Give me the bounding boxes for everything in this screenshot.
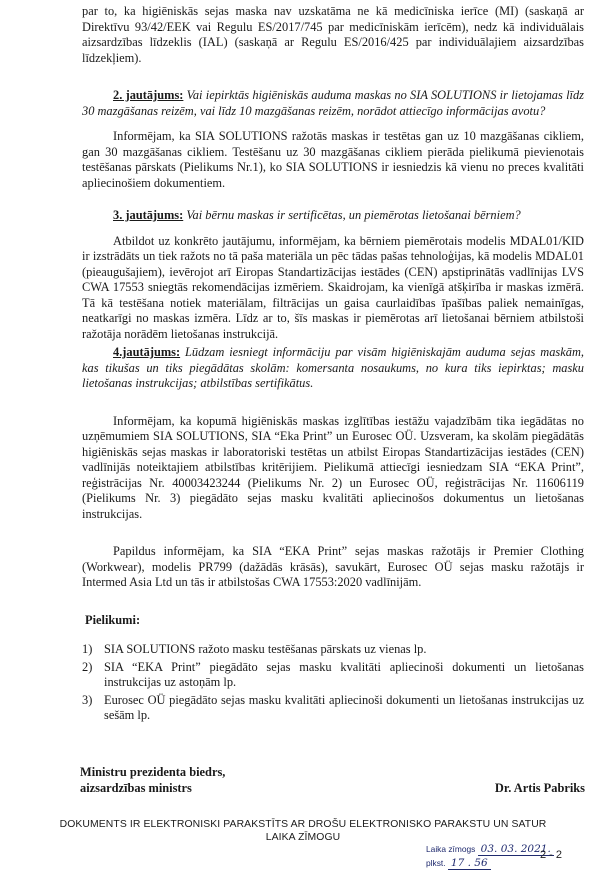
annex-item: 3) Eurosec OÜ piegādāto sejas masku kvalitāti apliecinoši dokumenti un lietošanas instrukcijas uz sešām lp. xyxy=(82,692,584,722)
question-2-text: Vai iepirktās higiēniskās auduma maskas no SIA SOLUTIONS ir lietojamas līdz 30 mazgāšanas reizēm, vai līdz 10 mazgāšanas reizēm, norādot attiecīgo informācijas avotu? xyxy=(82,88,584,118)
question-4-text: Lūdzam iesniegt informāciju par visām higiēniskajām auduma sejas maskām, kas tikušas un tiks piegādātas skolām: komersanta nosaukums, no kura tiks iepirktas; masku lietošanas instrukcijas; atbilstības sertifikātus. xyxy=(82,345,584,390)
question-3-label: 3. jautājums: xyxy=(113,208,184,222)
question-3 xyxy=(82,208,584,224)
additional-info: Papildus informējam, ka SIA “EKA Print” sejas maskas ražotājs ir Premier Clothing (Workwear), modelis PR799 (dažādās krāsās), savukārt, Eurosec OÜ sejas masku ražotājs ir Intermed Asia Ltd un tās ir atbilstošas CWA 17553:2020 vadlīnijām. xyxy=(82,544,584,589)
annex-item: 1) SIA SOLUTIONS ražoto masku testēšanas pārskats uz vienas lp. xyxy=(82,642,427,656)
stamp-date-value: 03. 03. 2021. xyxy=(478,843,554,856)
timestamp-stamp xyxy=(426,842,554,870)
electronic-signature-notice: DOKUMENTS IR ELEKTRONISKI PARAKSTĪTS AR DROŠU ELEKTRONISKO PARAKSTU UN SATUR LAIKA ZĪMOGU xyxy=(59,819,547,843)
answer-3: Atbildot uz konkrēto jautājumu, informējam, ka bērniem piemērotais modelis MDAL01/KID ir izstrādāts un tiek ražots no tā paša materiāla un pēc tādas pašas tehnoloģijas, kā modelis MDAL01 (pieaugušajiem), ievērojot arī Eiropas Standartizācijas iestādes (CEN) apstiprinātās vadlīnijas LVS CWA 17553 sniegtās rekomendācijas izmēriem. Skaidrojam, ka vienīgā atšķirība ir maskas izmērā. Tā kā testēšana notiek materiālam, filtrācijas un gaisa caurlaidības īpašības paliek nemainīgas, neatkarīgi no maskas izmēra. Līdz ar to, šīs maskas ir piemērotas arī lietošanai bērniem atbilstoši ražotāja norādēm lietošanas instrukcijā. xyxy=(82,233,584,341)
annexes-title: Pielikumi: xyxy=(85,612,141,627)
page-number: 2 - 2 xyxy=(540,849,563,861)
annexes-list xyxy=(82,642,584,724)
question-2 xyxy=(82,88,584,119)
question-4 xyxy=(82,345,584,392)
signer-title-line1: Ministru prezidenta biedrs, xyxy=(80,765,226,779)
signer-title-line2: aizsardzības ministrs xyxy=(80,781,192,795)
answer-4: Informējam, ka kopumā higiēniskās maskas izglītības iestāžu vajadzībām tika iegādātas no uzņēmumiem SIA SOLUTIONS, SIA “Eka Print” un Eurosec OÜ. Uzsveram, ka skolām piegādātās higiēniskās sejas maskas ir laboratoriski testētas un atbilst Eiropas Standartizācijas iestādes (CEN) vadlīnijās noteiktajiem atbilstības kritērijiem. Pielikumā attiecīgi iesniedzam SIA “EKA Print”, reģistrācijas Nr. 40003423244 (Pielikums Nr. 2) un Eurosec OÜ, reģistrācijas Nr. 11606119 (Pielikums Nr. 3) piegādāto sejas masku kvalitāti apliecinošos dokumentus un lietošanas instrukcijas. xyxy=(82,413,584,521)
annex-item: 2) SIA “EKA Print” piegādāto sejas masku kvalitāti apliecinoši dokumenti un lietošanas instrukcijas uz astoņām lp. xyxy=(82,659,584,689)
stamp-time-value: 17 . 56 xyxy=(448,857,491,870)
question-2-label: 2. jautājums: xyxy=(113,88,184,102)
signer-name: Dr. Artis Pabriks xyxy=(494,781,585,795)
intro-paragraph: par to, ka higiēniskās sejas maska nav uzskatāma ne kā medicīniska ierīce (MI) (saskaņā ar Direktīvu 93/42/EEK vai Regulu ES/2017/745 par medicīniskām ierīcēm), nedz kā individuālais aizsardzības līdzeklis (IAL) (saskaņā ar Regulu ES/2016/425 par individuālajiem aizsardzības līdzekļiem). xyxy=(82,4,584,65)
stamp-date-label: Laika zīmogs xyxy=(426,844,476,854)
stamp-time-label: plkst. xyxy=(426,858,446,868)
question-4-label: 4.jautājums: xyxy=(113,345,181,359)
question-3-text: Vai bērnu maskas ir sertificētas, un piemērotas lietošanai bērniem? xyxy=(183,208,521,222)
signature-block xyxy=(80,764,585,796)
document-body xyxy=(82,4,584,726)
answer-2: Informējam, ka SIA SOLUTIONS ražotās maskas ir testētas gan uz 10 mazgāšanas cikliem, gan 30 mazgāšanas cikliem. Testēšanu uz 30 mazgāšanas cikliem pierāda pielikumā pievienotais testēšanas pārskats (Pielikums Nr.1), ko SIA SOLUTIONS ir iesniedzis kā vienu no preces kvalitāti apliecinošiem dokumentiem. xyxy=(82,129,584,190)
